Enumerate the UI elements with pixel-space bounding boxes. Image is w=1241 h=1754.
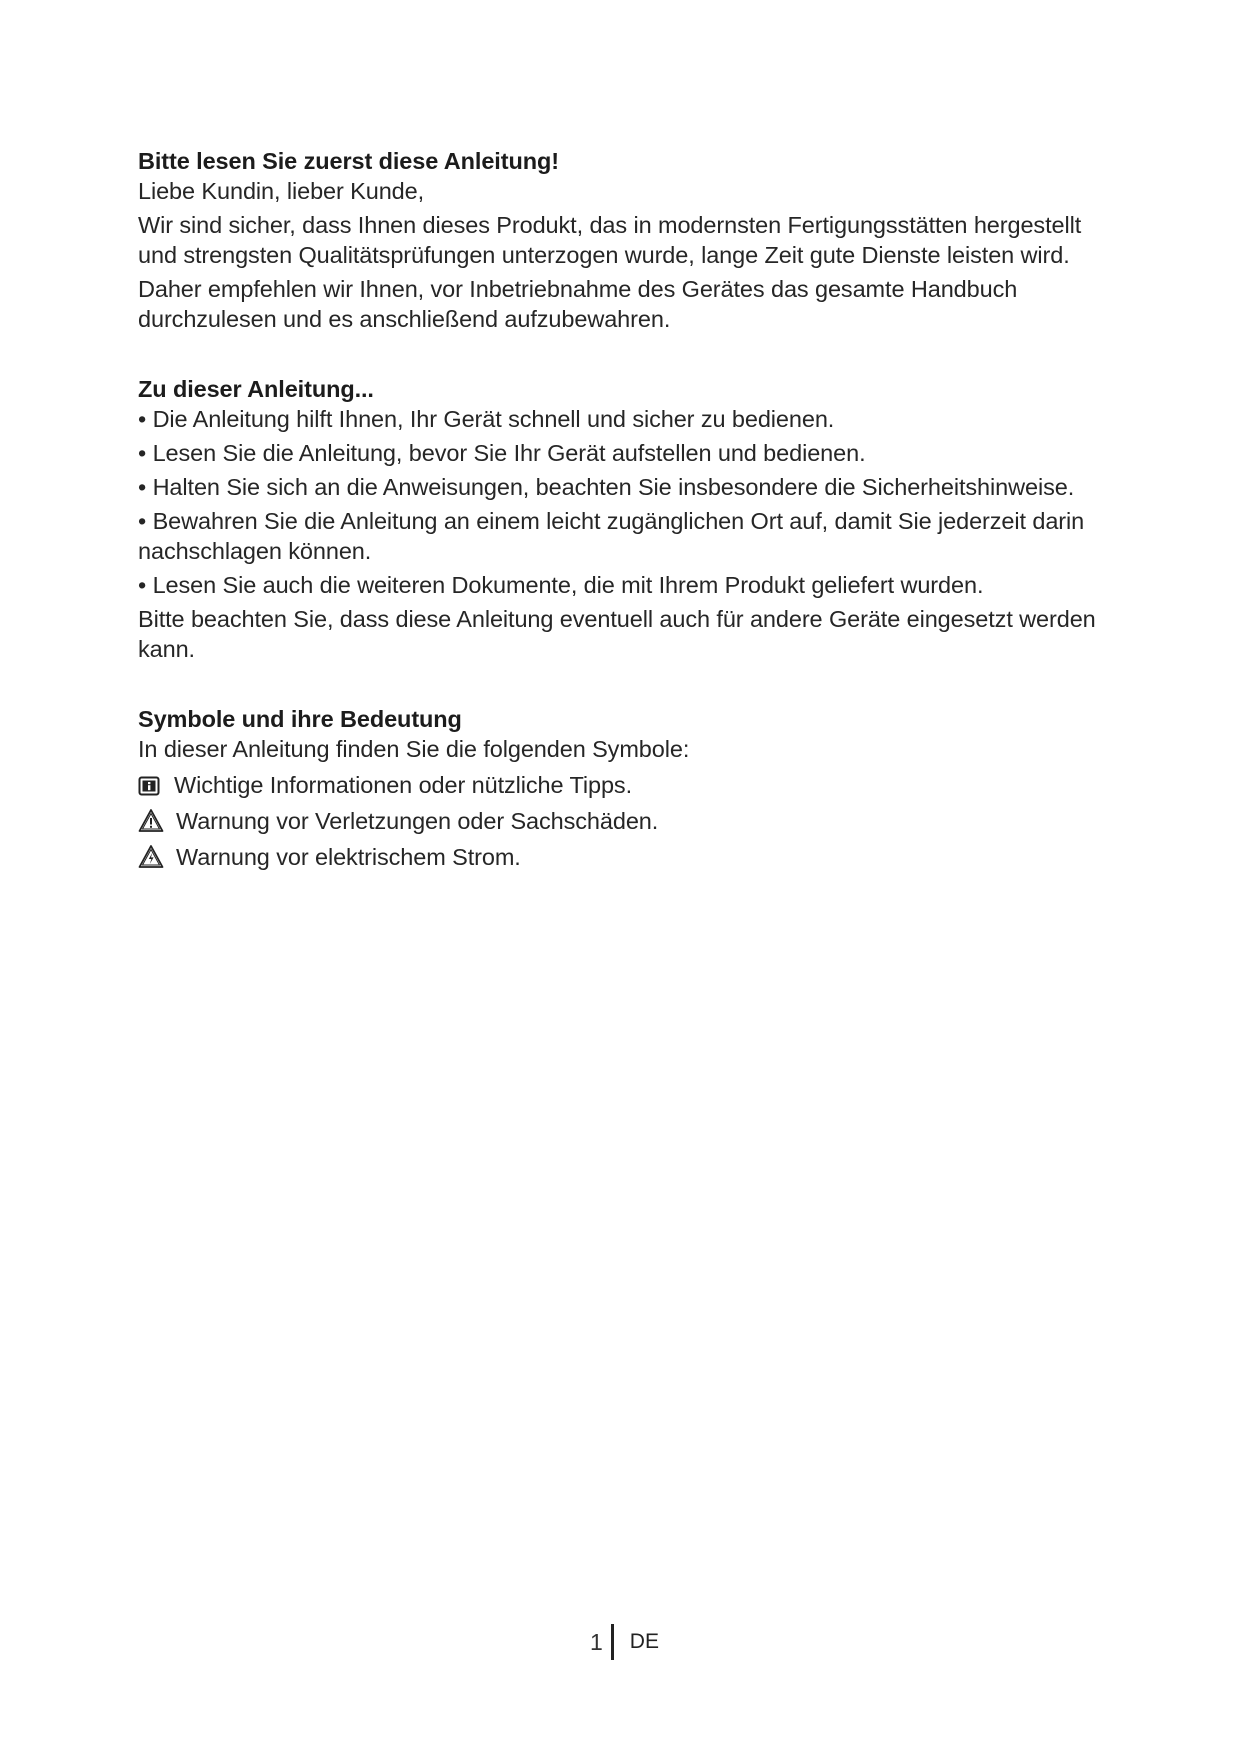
symbol-item-warning	[138, 806, 1098, 836]
symbol-item-text: Warnung vor Verletzungen oder Sachschäden.	[176, 808, 659, 834]
symbols-heading: Symbole und ihre Bedeutung	[138, 706, 462, 732]
intro-paragraph-1: Wir sind sicher, dass Ihnen dieses Produkt, das in modernsten Fertigungsstätten hergestellt und strengsten Qualitätsprüfungen unterzogen wurde, lange Zeit gute Dienste leisten wird.	[138, 212, 1082, 268]
symbol-item-text: Warnung vor elektrischem Strom.	[176, 844, 521, 870]
page-content	[138, 146, 1098, 872]
symbol-item-info	[138, 770, 1098, 800]
about-heading: Zu dieser Anleitung...	[138, 376, 374, 402]
footer-divider	[611, 1624, 614, 1660]
symbols-intro: In dieser Anleitung finden Sie die folgenden Symbole:	[138, 736, 690, 762]
about-bullet: • Bewahren Sie die Anleitung an einem leicht zugänglichen Ort auf, damit Sie jederzeit darin nachschlagen können.	[138, 506, 1098, 566]
about-bullet: • Lesen Sie die Anleitung, bevor Sie Ihr Gerät aufstellen und bedienen.	[138, 438, 1098, 468]
language-code: DE	[629, 1630, 659, 1653]
about-note: Bitte beachten Sie, dass diese Anleitung eventuell auch für andere Geräte eingesetzt werden kann.	[138, 606, 1096, 662]
electric-warning-icon	[138, 844, 164, 870]
symbol-item-electric	[138, 842, 1098, 872]
info-icon	[138, 774, 160, 796]
page-footer	[590, 1622, 659, 1662]
intro-heading: Bitte lesen Sie zuerst diese Anleitung!	[138, 148, 559, 174]
about-bullet: • Halten Sie sich an die Anweisungen, beachten Sie insbesondere die Sicherheitshinweise.	[138, 472, 1098, 502]
page-number: 1	[590, 1628, 603, 1655]
intro-salutation: Liebe Kundin, lieber Kunde,	[138, 178, 425, 204]
symbol-item-text: Wichtige Informationen oder nützliche Tipps.	[174, 772, 633, 798]
about-bullet: • Lesen Sie auch die weiteren Dokumente, die mit Ihrem Produkt geliefert wurden.	[138, 570, 1098, 600]
warning-icon	[138, 808, 164, 834]
intro-paragraph-2: Daher empfehlen wir Ihnen, vor Inbetriebnahme des Gerätes das gesamte Handbuch durchzulesen und es anschließend aufzubewahren.	[138, 276, 1018, 332]
about-bullet: • Die Anleitung hilft Ihnen, Ihr Gerät schnell und sicher zu bedienen.	[138, 404, 1098, 434]
